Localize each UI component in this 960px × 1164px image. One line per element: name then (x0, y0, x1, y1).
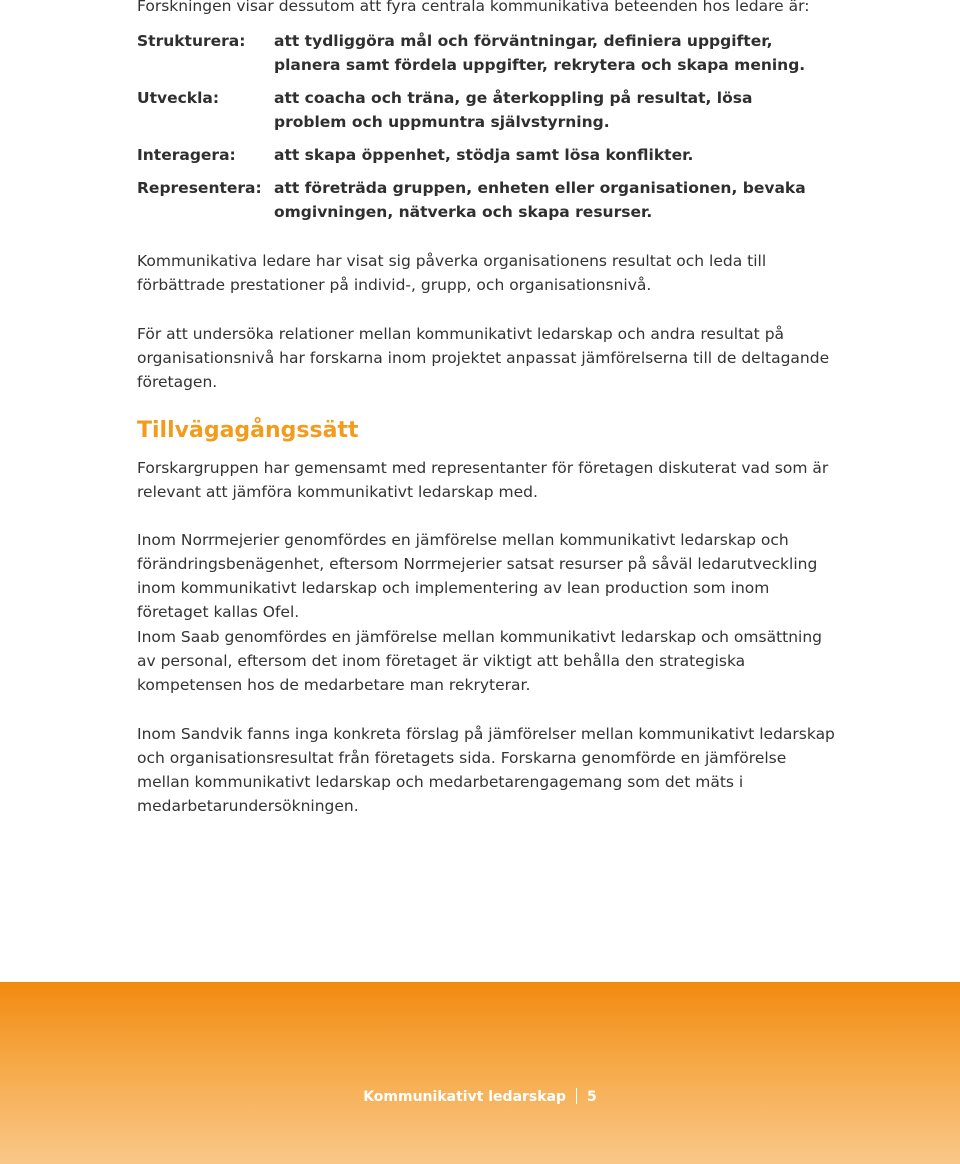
behavior-desc: att skapa öppenhet, stödja samt lösa konflikter. (274, 146, 694, 164)
page-footer (0, 1088, 960, 1105)
behavior-term: Representera: (137, 179, 262, 197)
behavior-row-representera (137, 176, 837, 224)
behavior-desc: att företräda gruppen, enheten eller organisationen, bevaka omgivningen, nätverka och skapa resurser. (274, 179, 806, 221)
page-number: 5 (587, 1089, 597, 1105)
behavior-term: Strukturera: (137, 32, 246, 50)
paragraph-results: Kommunikativa ledare har visat sig påverka organisationens resultat och leda till förbättrade prestationer på individ-, grupp, och organisationsnivå. (137, 252, 767, 294)
paragraph-saab: Inom Saab genomfördes en jämförelse mellan kommunikativt ledarskap och omsättning av personal, eftersom det inom företaget är viktigt att behålla den strategiska kompetensen hos de medarbetare man rekryterar. (137, 628, 823, 694)
footer-separator (576, 1088, 577, 1104)
paragraph-investigation: För att undersöka relationer mellan kommunikativt ledarskap och andra resultat på organisationsnivå har forskarna inom projektet anpassat jämförelserna till de deltagande företagen. (137, 325, 830, 391)
behavior-term: Interagera: (137, 146, 236, 164)
behaviors-list (137, 29, 837, 224)
behavior-term: Utveckla: (137, 89, 220, 107)
paragraph-norrmejerier: Inom Norrmejerier genomfördes en jämförelse mellan kommunikativt ledarskap och förändringsbenägenhet, eftersom Norrmejerier satsat resurser på såväl ledarutveckling inom kommunikativt ledarskap och implementering av lean production som inom företaget kallas Ofel. (137, 531, 818, 621)
section-heading: Tillvägagångssätt (137, 418, 359, 443)
behavior-row-utveckla (137, 86, 837, 134)
behavior-row-strukturera (137, 29, 837, 77)
footer-band (0, 982, 960, 1164)
paragraph-forskargruppen: Forskargruppen har gemensamt med representanter för företagen diskuterat vad som är relevant att jämföra kommunikativt ledarskap med. (137, 459, 829, 501)
intro-text: Forskningen visar dessutom att fyra centrala kommunikativa beteenden hos ledare är: (137, 0, 810, 15)
footer-title: Kommunikativt ledarskap (363, 1089, 567, 1105)
behavior-desc: att coacha och träna, ge återkoppling på resultat, lösa problem och uppmuntra självstyrning. (274, 89, 753, 131)
behavior-desc: att tydliggöra mål och förväntningar, definiera uppgifter, planera samt fördela uppgifter, rekrytera och skapa mening. (274, 32, 806, 74)
paragraph-sandvik: Inom Sandvik fanns inga konkreta förslag på jämförelser mellan kommunikativt ledarskap och organisationsresultat från företagets sida. Forskarna genomförde en jämförelse mellan kommunikativt ledarskap och medarbetarengagemang som det mäts i medarbetarundersökningen. (137, 725, 835, 815)
behavior-row-interagera (137, 143, 837, 167)
